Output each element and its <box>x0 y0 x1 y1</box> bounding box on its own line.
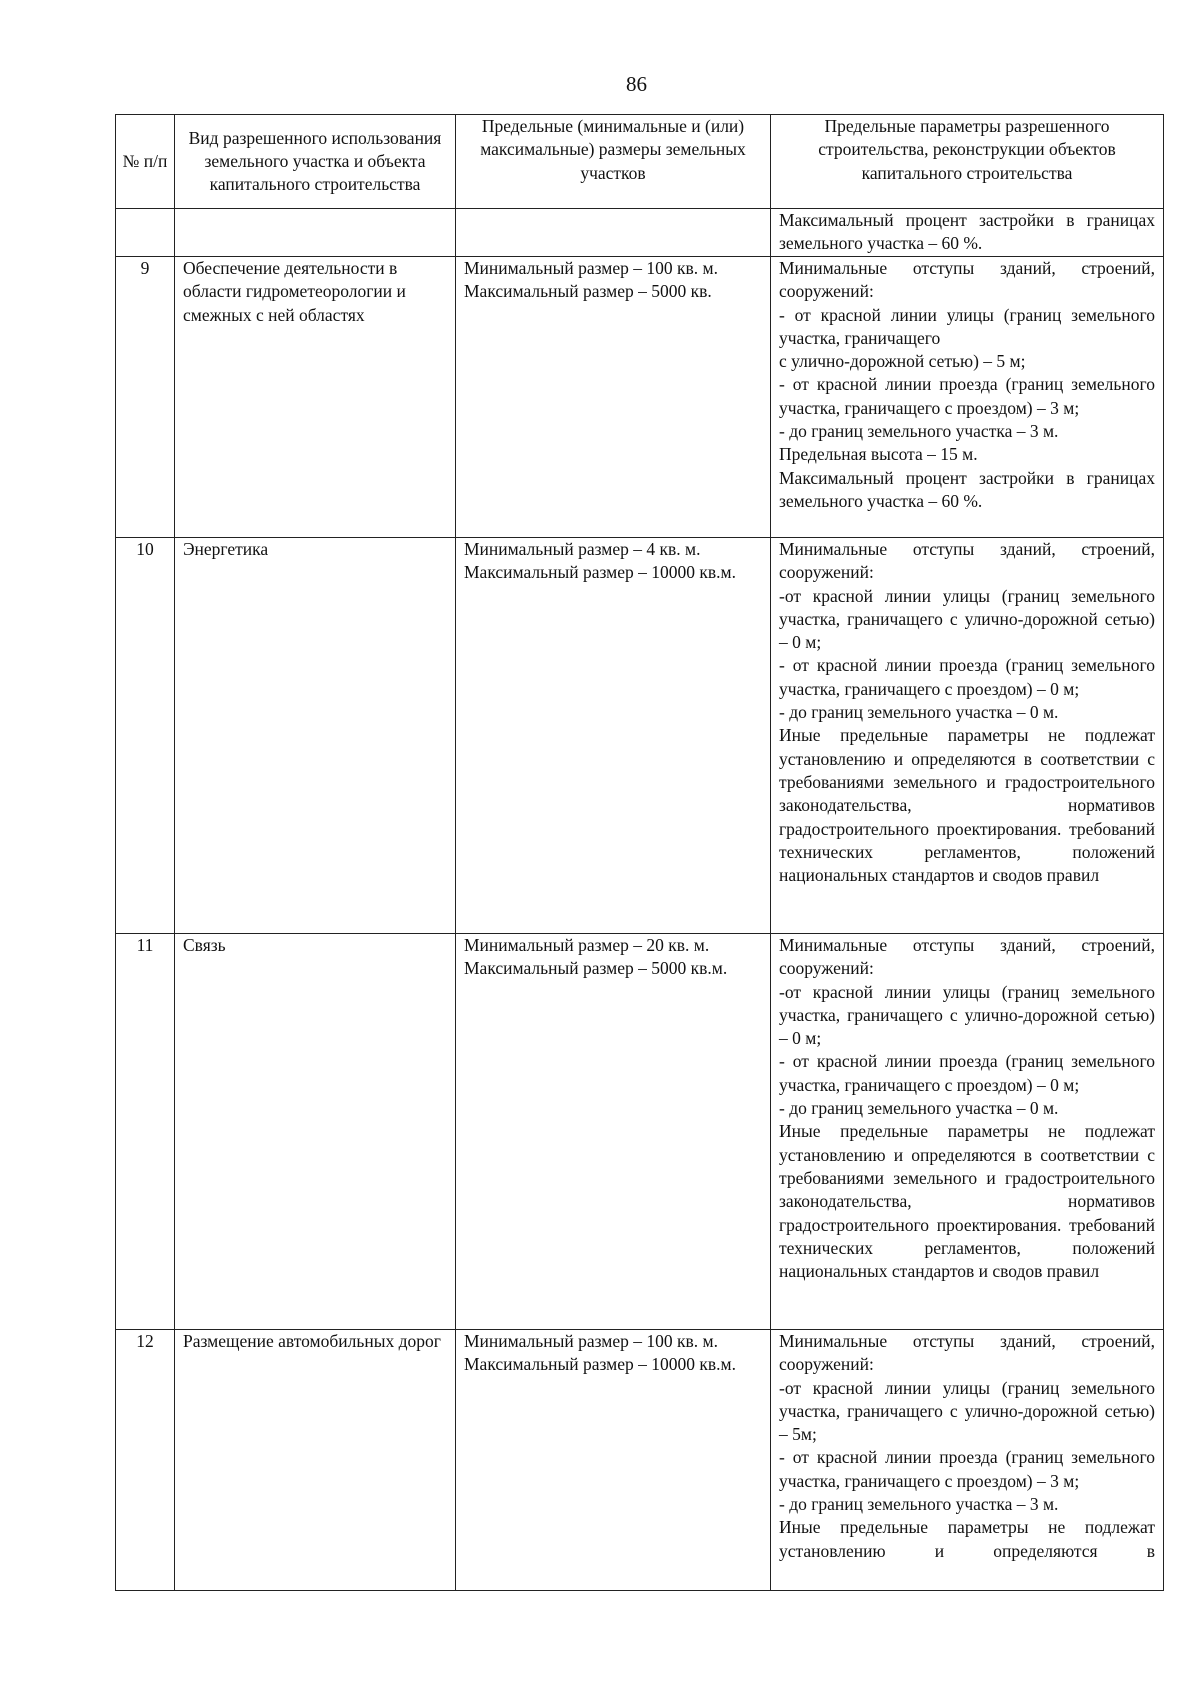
row-plot-size <box>456 1330 771 1591</box>
param-line: - до границ земельного участка – 0 м. <box>779 702 1059 723</box>
row-number <box>116 209 175 257</box>
row-number: 10 <box>116 538 175 934</box>
size-line: Максимальный размер – 10000 кв.м. <box>464 1354 736 1375</box>
param-line: Иные предельные параметры не подлежат установлению и определяются в соответствии с требованиями земельного и градостроительного законодательства, нормативов градостроительного проектирования. требований технических регламентов, положений национальных стандартов и сводов правил <box>779 1121 1155 1282</box>
header-plot-size: Предельные (минимальные и (или) максимальные) размеры земельных участков <box>456 115 771 209</box>
param-line: Максимальный процент застройки в границах земельного участка – 60 %. <box>779 467 1155 511</box>
param-line: - до границ земельного участка – 3 м. <box>779 421 1059 442</box>
size-line: Максимальный размер – 5000 кв. <box>464 281 712 302</box>
size-line: Минимальный размер – 4 кв. м. <box>464 539 701 559</box>
param-line: -от красной линии улицы (границ земельного участка, граничащего с улично-дорожной сетью) – 0 м; <box>779 981 1155 1049</box>
param-line: Иные предельные параметры не подлежат установлению и определяются в <box>779 1517 1155 1561</box>
row-construction-params <box>771 257 1164 538</box>
param-line: -от красной линии улицы (границ земельного участка, граничащего с улично-дорожной сетью) – 5м; <box>779 1377 1155 1445</box>
row-use-type: Энергетика <box>175 538 456 934</box>
page-number: 86 <box>626 72 647 96</box>
row-use-type <box>175 209 456 257</box>
header-use-type: Вид разрешенного использования земельного участка и объекта капитального строительства <box>175 115 456 209</box>
table-row <box>116 209 1164 257</box>
param-line: Минимальные отступы зданий, строений, сооружений: <box>779 539 1155 583</box>
row-number: 12 <box>116 1330 175 1591</box>
param-line: - от красной линии проезда (границ земельного участка, граничащего с проездом) – 0 м; <box>779 655 1155 699</box>
table-header-row <box>116 115 1164 209</box>
param-line: - от красной линии проезда (границ земельного участка, граничащего с проездом) – 3 м; <box>779 1447 1155 1491</box>
size-line: Максимальный размер – 5000 кв.м. <box>464 958 728 979</box>
row-plot-size <box>456 209 771 257</box>
size-line: Максимальный размер – 10000 кв.м. <box>464 562 736 583</box>
param-line: - от красной линии улицы (границ земельного участка, граничащего <box>779 304 1155 348</box>
row-number: 11 <box>116 934 175 1330</box>
param-line: - до границ земельного участка – 3 м. <box>779 1494 1059 1515</box>
size-line: Минимальный размер – 100 кв. м. <box>464 258 718 278</box>
param-line: Предельная высота – 15 м. <box>779 444 978 465</box>
table-row <box>116 257 1164 538</box>
table-row <box>116 538 1164 934</box>
param-line: Иные предельные параметры не подлежат установлению и определяются в соответствии с требованиями земельного и градостроительного законодательства, нормативов градостроительного проектирования. требований технических регламентов, положений национальных стандартов и сводов правил <box>779 725 1155 886</box>
row-plot-size <box>456 934 771 1330</box>
row-construction-params <box>771 538 1164 934</box>
header-number: № п/п <box>116 115 175 209</box>
table-row <box>116 1330 1164 1591</box>
land-use-regulations-table <box>115 114 1164 1591</box>
param-line: Максимальный процент застройки в границах земельного участка – 60 %. <box>779 210 1155 254</box>
row-use-type: Размещение автомобильных дорог <box>175 1330 456 1591</box>
row-construction-params <box>771 209 1164 257</box>
row-number: 9 <box>116 257 175 538</box>
param-line: - от красной линии проезда (границ земельного участка, граничащего с проездом) – 3 м; <box>779 374 1155 418</box>
param-line: Минимальные отступы зданий, строений, сооружений: <box>779 935 1155 979</box>
header-construction-params: Предельные параметры разрешенного строительства, реконструкции объектов капитального строительства <box>771 115 1164 209</box>
param-line: - до границ земельного участка – 0 м. <box>779 1098 1059 1119</box>
row-use-type: Обеспечение деятельности в области гидрометеорологии и смежных с ней областях <box>175 257 456 538</box>
row-construction-params <box>771 1330 1164 1591</box>
param-line: - от красной линии проезда (границ земельного участка, граничащего с проездом) – 0 м; <box>779 1051 1155 1095</box>
row-plot-size <box>456 257 771 538</box>
param-line: Минимальные отступы зданий, строений, сооружений: <box>779 1331 1155 1375</box>
size-line: Минимальный размер – 100 кв. м. <box>464 1331 718 1351</box>
param-line: -от красной линии улицы (границ земельного участка, граничащего с улично-дорожной сетью) – 0 м; <box>779 585 1155 653</box>
row-use-type: Связь <box>175 934 456 1330</box>
size-line: Минимальный размер – 20 кв. м. <box>464 935 710 955</box>
table-row <box>116 934 1164 1330</box>
row-construction-params <box>771 934 1164 1330</box>
param-line: с улично-дорожной сетью) – 5 м; <box>779 351 1026 372</box>
row-plot-size <box>456 538 771 934</box>
param-line: Минимальные отступы зданий, строений, сооружений: <box>779 258 1155 302</box>
